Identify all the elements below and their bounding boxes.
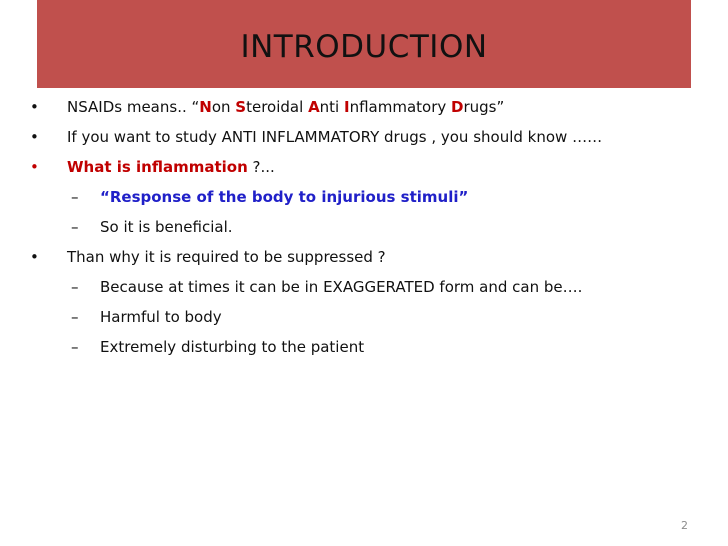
slide-title: INTRODUCTION — [240, 29, 488, 65]
bullet-text: What is inflammation ?... — [67, 158, 275, 176]
bullet-marker: • — [30, 158, 39, 176]
sub-bullet-text: “Response of the body to injurious stimuli” — [100, 188, 469, 206]
bullet-study — [30, 122, 710, 152]
sub-bullet-exaggerated — [30, 272, 710, 302]
page-number: 2 — [681, 519, 688, 532]
dash-marker: – — [71, 308, 79, 326]
bullet-what-is-inflammation — [30, 152, 710, 182]
dash-marker: – — [71, 278, 79, 296]
sub-bullet-text: Harmful to body — [100, 308, 222, 326]
bullet-text: If you want to study ANTI INFLAMMATORY drugs , you should know …… — [67, 128, 603, 146]
bullet-marker: • — [30, 128, 39, 146]
bullet-marker: • — [30, 248, 39, 266]
sub-bullet-text: So it is beneficial. — [100, 218, 233, 236]
slide-content — [30, 92, 710, 362]
bullet-marker: • — [30, 98, 39, 116]
sub-bullet-text: Because at times it can be in EXAGGERATED form and can be…. — [100, 278, 583, 296]
title-bar — [37, 0, 691, 88]
bullet-why-suppressed — [30, 242, 710, 272]
sub-bullet-harmful — [30, 302, 710, 332]
sub-bullet-disturbing — [30, 332, 710, 362]
sub-bullet-text: Extremely disturbing to the patient — [100, 338, 365, 356]
dash-marker: – — [71, 188, 79, 206]
bullet-text: NSAIDs means.. “Non Steroidal Anti Inflammatory Drugs” — [67, 98, 505, 116]
sub-bullet-definition — [30, 182, 710, 212]
bullet-nsaids — [30, 92, 710, 122]
dash-marker: – — [71, 338, 79, 356]
sub-bullet-beneficial — [30, 212, 710, 242]
bullet-text: Than why it is required to be suppressed ? — [67, 248, 386, 266]
dash-marker: – — [71, 218, 79, 236]
